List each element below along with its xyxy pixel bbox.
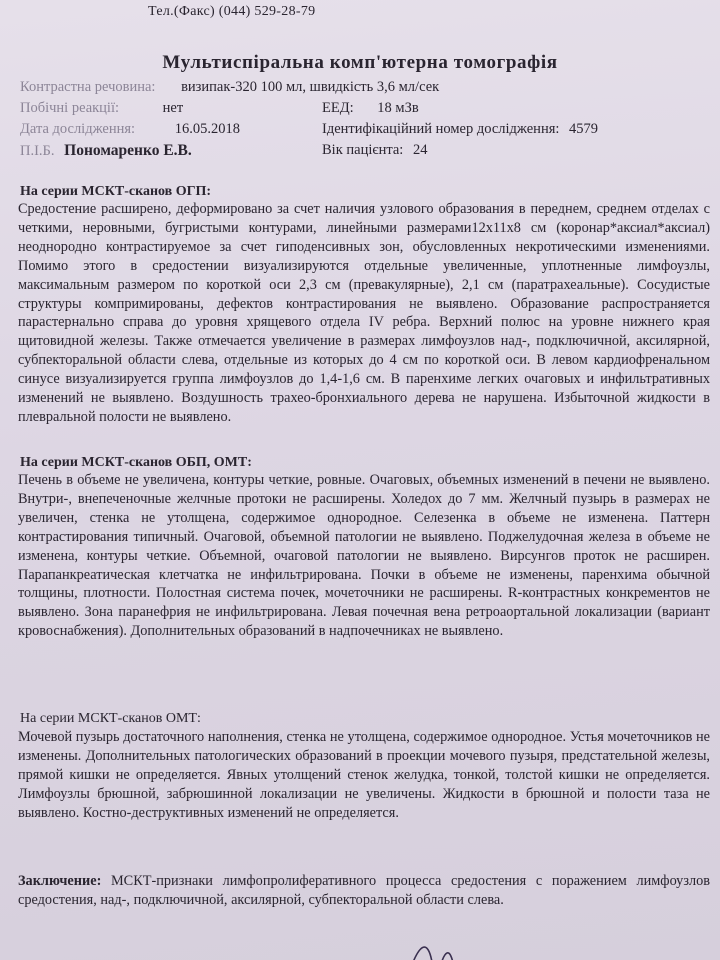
study-id-row <box>322 121 598 138</box>
section-body-abdomen: Печень в объеме не увеличена, контуры четкие, ровные. Очаговых, объемных изменений в печени не выявлено. Внутри-, внепеченочные желчные протоки не расширены. Холедох до 7 мм. Желчный пузырь в размерах не увеличен, стенка не утолщена, содержимое однородное. Селезенка в объеме не изменена. Паттерн контрастирования типичный. Очаговой, объемной патологии не выявлено. Поджелудочная железа в объеме не изменена, контуры четкие. Объемной, очаговой патологии не выявлено. Вирсунгов проток не расширен. Парапанкреатическая клетчатка не инфильтрирована. Почки в объеме не изменены, паренхима обычной толщины, плотности. Полостная система почек, мочеточники не расширены. R-контрастных конкрементов не выявлено. Зона паранефрия не инфильтрирована. Левая почечная вена ретроаортальной локализации (вариант кровоснабжения). Дополнительных образований в надпочечниках не выявлено. <box>18 472 710 640</box>
study-id-label: Ідентифікаційний номер дослідження: <box>322 121 560 137</box>
section-body-pelvis: Мочевой пузырь достаточного наполнения, стенка не утолщена, содержимое однородное. Устья мочеточников не изменены. Дополнительных патологических образований в проекции мочевого пузыря, предстательной железы, прямой кишки не определяется. Явных утолщений стенок желудка, тонкой, толстой кишки не определяется. Лимфоузлы брюшной, забрюшинной локализации не увеличены. Жидкости в брюшной и полости таза не выявлено. Костно-деструктивных изменений не определяется. <box>18 729 710 821</box>
side-effects-row <box>20 100 183 117</box>
dose-row <box>322 100 419 117</box>
signature-mark <box>400 932 480 960</box>
date-value: 16.05.2018 <box>174 121 240 137</box>
section-heading-pelvis: На серии МСКТ-сканов ОМТ: <box>20 711 201 726</box>
section-text-chest <box>18 200 710 427</box>
date-label: Дата дослідження: <box>20 121 136 137</box>
contrast-value: визипак-320 100 мл, швидкість 3,6 мл/сек <box>181 79 440 95</box>
date-row <box>20 121 240 138</box>
contrast-row <box>20 79 439 96</box>
section-text-pelvis <box>18 728 710 823</box>
section-heading-abdomen: На серии МСКТ-сканов ОБП, ОМТ: <box>20 455 252 470</box>
age-row <box>322 142 427 159</box>
document-title: Мультиспіральна комп'ютерна томографія <box>162 52 558 73</box>
side-effects-label: Побічні реакції: <box>20 100 120 116</box>
side-effects-value: нет <box>162 100 184 116</box>
conclusion-text: МСКТ-признаки лимфопролиферативного процесса средостения с поражением лимфоузлов средостения, над-, подключичной, аксилярной, субпекторальной области слева. <box>18 873 711 908</box>
phone-fax: Тел.(Факс) (044) 529-28-79 <box>148 4 316 19</box>
section-heading-chest: На серии МСКТ-сканов ОГП: <box>20 184 212 199</box>
age-label: Вік пацієнта: <box>322 142 404 158</box>
patient-name: Пономаренко Е.В. <box>64 142 192 159</box>
conclusion-label: Заключение: <box>18 873 102 889</box>
contrast-label: Контрастна речовина: <box>20 79 156 95</box>
study-id-value: 4579 <box>569 121 599 137</box>
dose-value: 18 мЗв <box>377 100 419 116</box>
dose-label: ЕЕД: <box>322 100 354 116</box>
section-body-chest: Средостение расширено, деформировано за счет наличия узлового образования в переднем, среднем отделах с четкими, неровными, бугристыми контурами, линейными размерами12х11х8 см (коронар*аксиал*аксиал) неоднородно контрастируемое за счет гиподенсивных зон, обусловленных некротическими изменениями. Помимо этого в средостении визуализируются отдельные увеличенные, уплотненные лимфоузлы, максимальным размером по короткой оси 2,3 см (превакулярные), 2,1 см (паратрахеальные). Сосудистые структуры компримированы, дефектов контрастирования не выявлено. Образование распространяется парастернально справа до уровня хрящевого отдела IV ребра. Верхний полюс на уровне нижнего края щитовидной железы. Также отмечается увеличение в размерах лимфоузлов над-, подключичной, аксилярной, субпекторальной области слева, отдельные из которых до 4 см по короткой оси. В левом кардиофренальном синусе визуализируется группа лимфоузлов до 1,4-1,6 см. В паренхиме легких очаговых и инфильтративных изменений не выявлено. Воздушность трахео-бронхиального дерева не нарушена. Избыточной жидкости в плевральной полости не выявлено. <box>18 201 710 425</box>
conclusion-block <box>18 872 710 910</box>
section-text-abdomen <box>18 471 710 641</box>
age-value: 24 <box>412 142 428 158</box>
patient-label: П.І.Б. <box>20 143 55 159</box>
patient-row <box>20 142 192 160</box>
